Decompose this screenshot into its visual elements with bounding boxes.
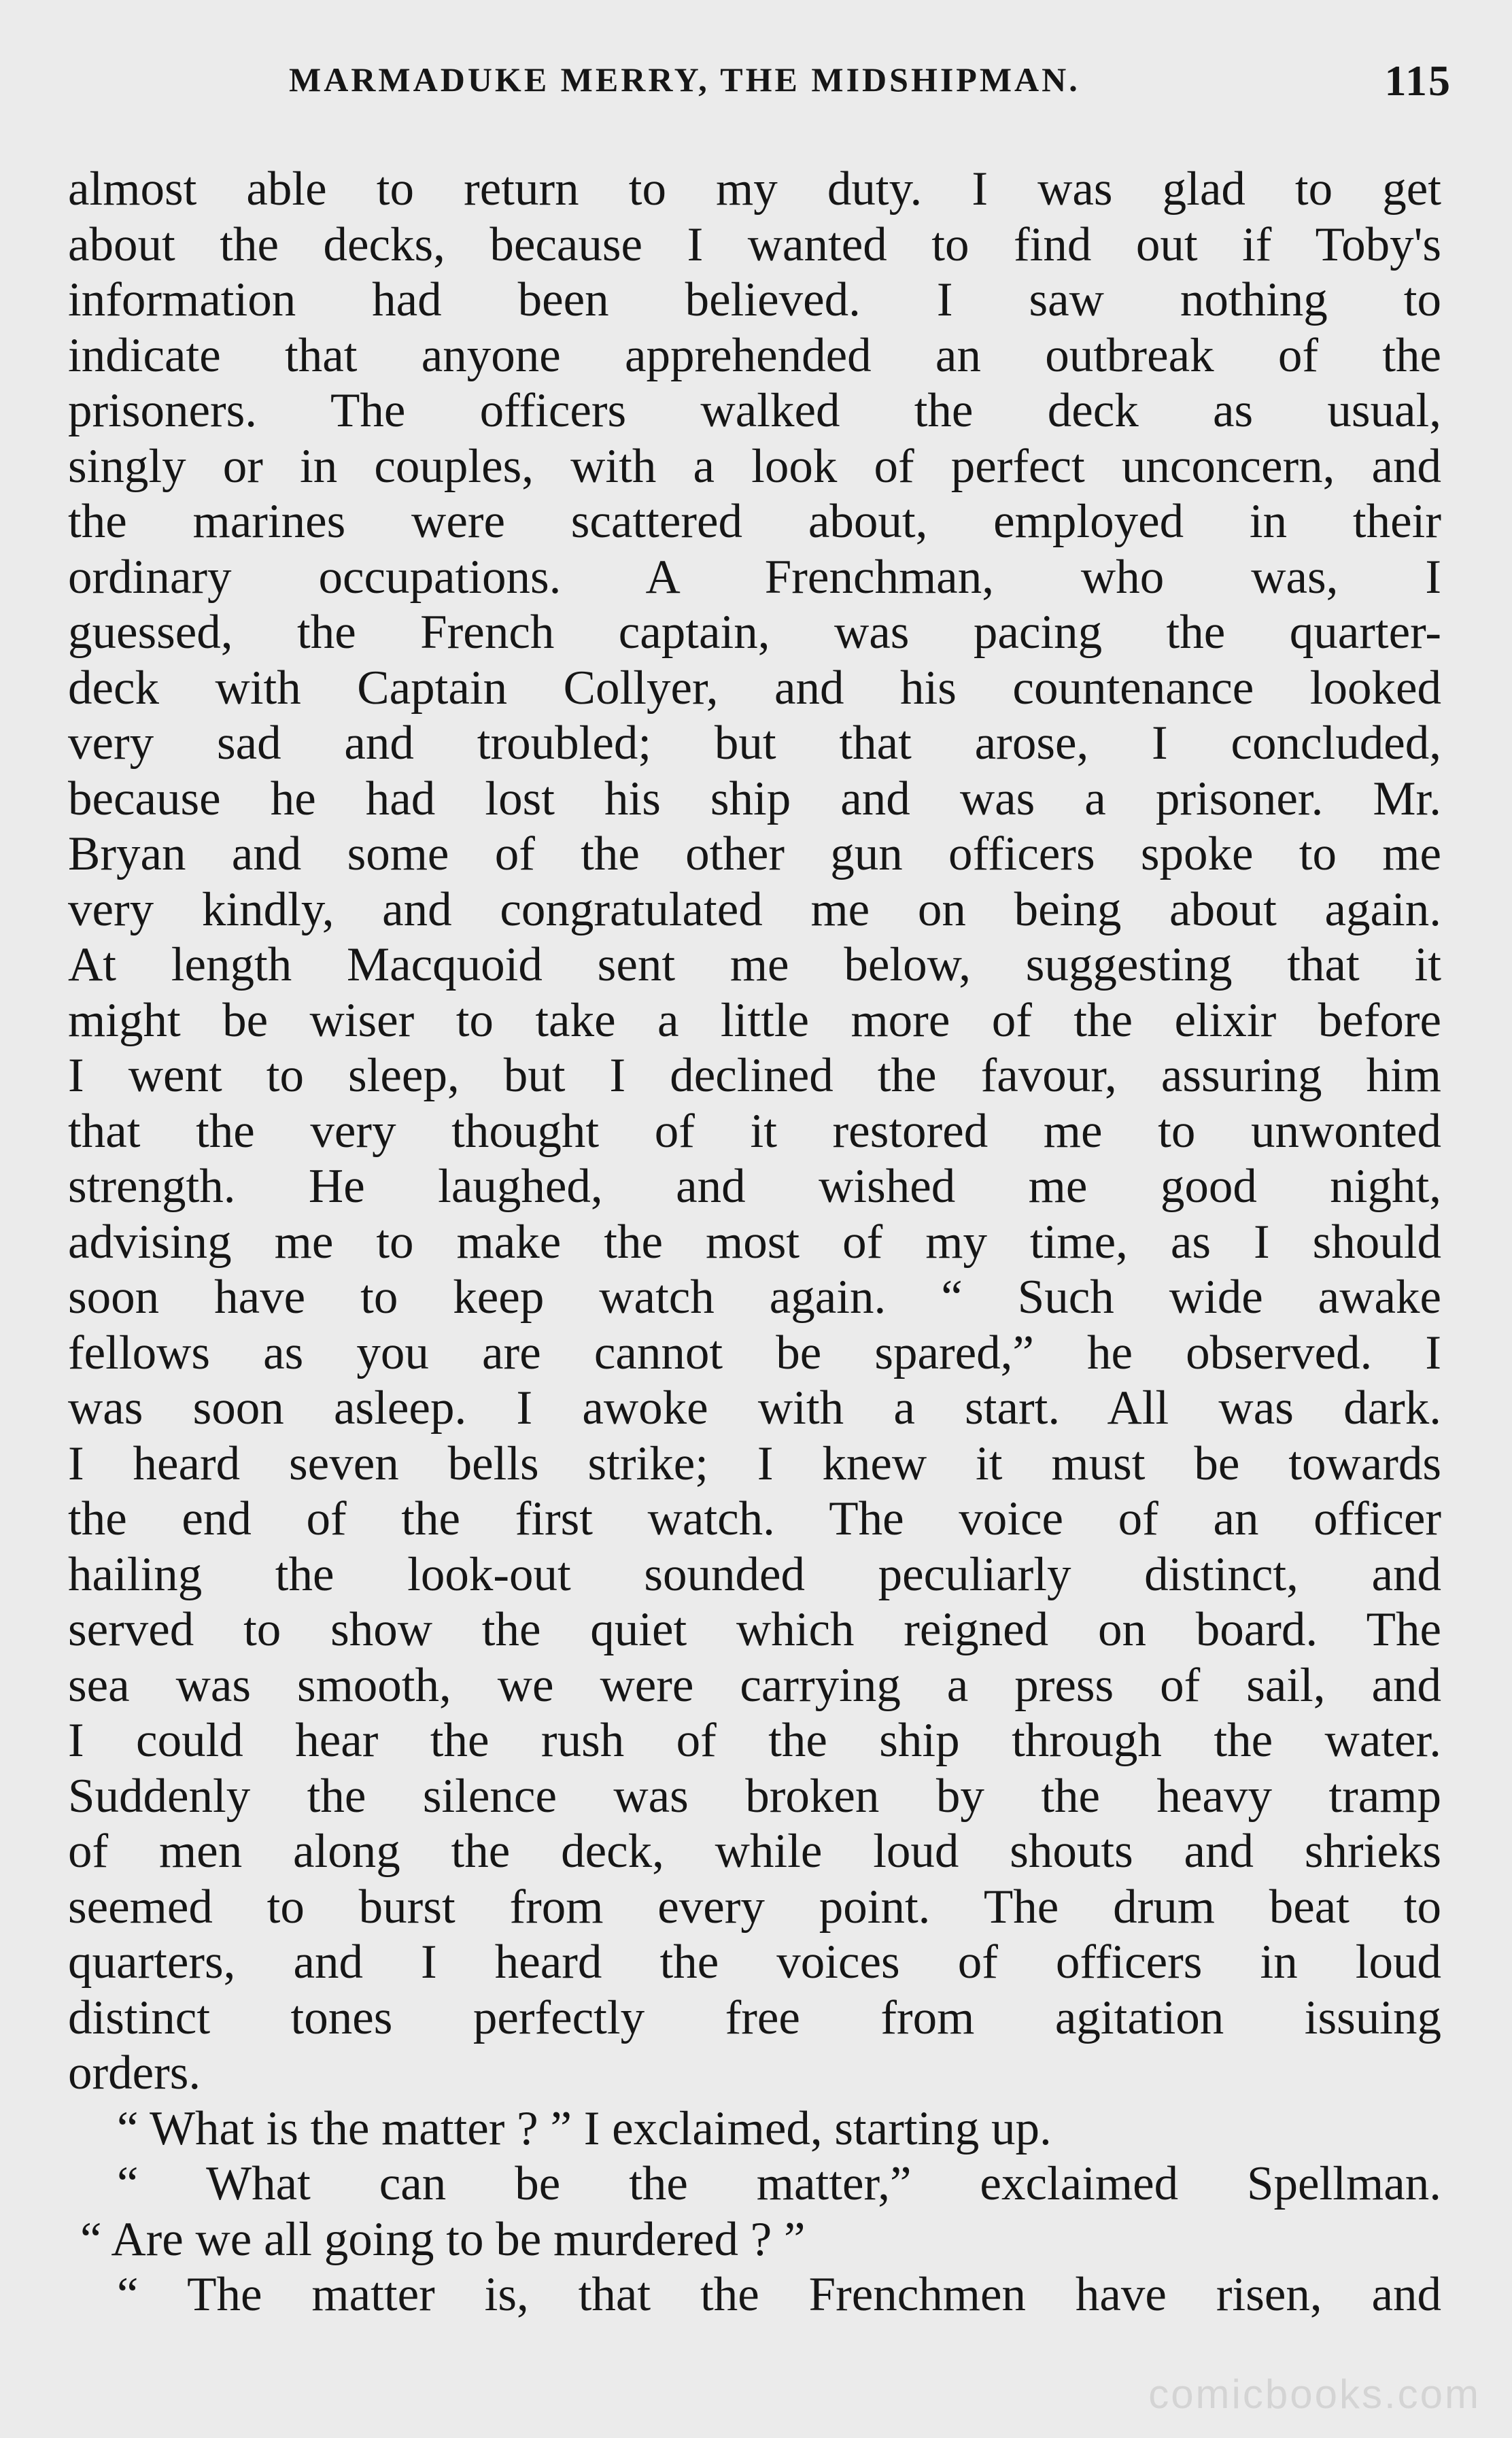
text-line: indicate that anyone apprehended an outbreak of the	[68, 328, 1441, 382]
text-line: might be wiser to take a little more of the elixir before	[68, 993, 1441, 1047]
text-line: Suddenly the silence was broken by the heavy tramp	[68, 1769, 1441, 1823]
text-line: quarters, and I heard the voices of officers in loud	[68, 1936, 1441, 1989]
text-line: prisoners. The officers walked the deck as usual,	[68, 384, 1441, 437]
text-line: because he had lost his ship and was a prisoner. Mr.	[68, 772, 1441, 825]
text-line: very sad and troubled; but that arose, I concluded,	[68, 717, 1441, 770]
watermark: comicbooks.com	[1148, 2371, 1481, 2417]
text-line: information had been believed. I saw nothing to	[68, 273, 1441, 326]
running-head: MARMADUKE MERRY, THE MIDSHIPMAN.	[289, 61, 1080, 99]
text-line: very kindly, and congratulated me on being about again.	[68, 882, 1441, 936]
text-line: At length Macquoid sent me below, suggesting that it	[68, 938, 1441, 991]
text-line: of men along the deck, while loud shouts and shrieks	[68, 1825, 1441, 1878]
text-line: ordinary occupations. A Frenchman, who was, I	[68, 550, 1441, 604]
text-line: advising me to make the most of my time, as I should	[68, 1215, 1441, 1269]
text-line: I heard seven bells strike; I knew it must be towards	[68, 1437, 1441, 1490]
text-line: the marines were scattered about, employed in their	[68, 495, 1441, 548]
text-line: soon have to keep watch again. “ Such wide awake	[68, 1271, 1441, 1324]
text-line: fellows as you are cannot be spared,” he observed. I	[68, 1326, 1441, 1379]
dialogue-line: “ The matter is, that the Frenchmen have risen, and	[117, 2268, 1441, 2321]
text-line: singly or in couples, with a look of perfect unconcern, and	[68, 439, 1441, 493]
text-line: about the decks, because I wanted to find out if Toby's	[68, 218, 1441, 271]
text-line: guessed, the French captain, was pacing the quarter-	[68, 606, 1441, 659]
text-line: orders.	[68, 2046, 201, 2099]
body-text	[68, 162, 1441, 2323]
text-line: that the very thought of it restored me to unwonted	[68, 1104, 1441, 1158]
page-number: 115	[1384, 56, 1451, 105]
text-line: I went to sleep, but I declined the favour, assuring him	[68, 1049, 1441, 1102]
dialogue-line: “ What can be the matter,” exclaimed Spellman.	[117, 2157, 1441, 2210]
dialogue-line: “ Are we all going to be murdered ? ”	[80, 2212, 806, 2266]
text-line: strength. He laughed, and wished me good night,	[68, 1160, 1441, 1213]
text-line: hailing the look-out sounded peculiarly distinct, and	[68, 1547, 1441, 1601]
text-line: distinct tones perfectly free from agitation issuing	[68, 1991, 1441, 2044]
text-line: Bryan and some of the other gun officers spoke to me	[68, 827, 1441, 880]
text-line: served to show the quiet which reigned on board. The	[68, 1603, 1441, 1656]
text-line: the end of the first watch. The voice of an officer	[68, 1492, 1441, 1545]
text-line: sea was smooth, we were carrying a press of sail, and	[68, 1658, 1441, 1712]
dialogue-line: “ What is the matter ? ” I exclaimed, starting up.	[117, 2101, 1052, 2155]
text-line: deck with Captain Collyer, and his countenance looked	[68, 661, 1441, 715]
page-header	[289, 56, 1451, 110]
text-line: was soon asleep. I awoke with a start. All was dark.	[68, 1381, 1441, 1435]
text-line: I could hear the rush of the ship through the water.	[68, 1714, 1441, 1767]
text-line: almost able to return to my duty. I was glad to get	[68, 162, 1441, 216]
text-line: seemed to burst from every point. The drum beat to	[68, 1880, 1441, 1934]
